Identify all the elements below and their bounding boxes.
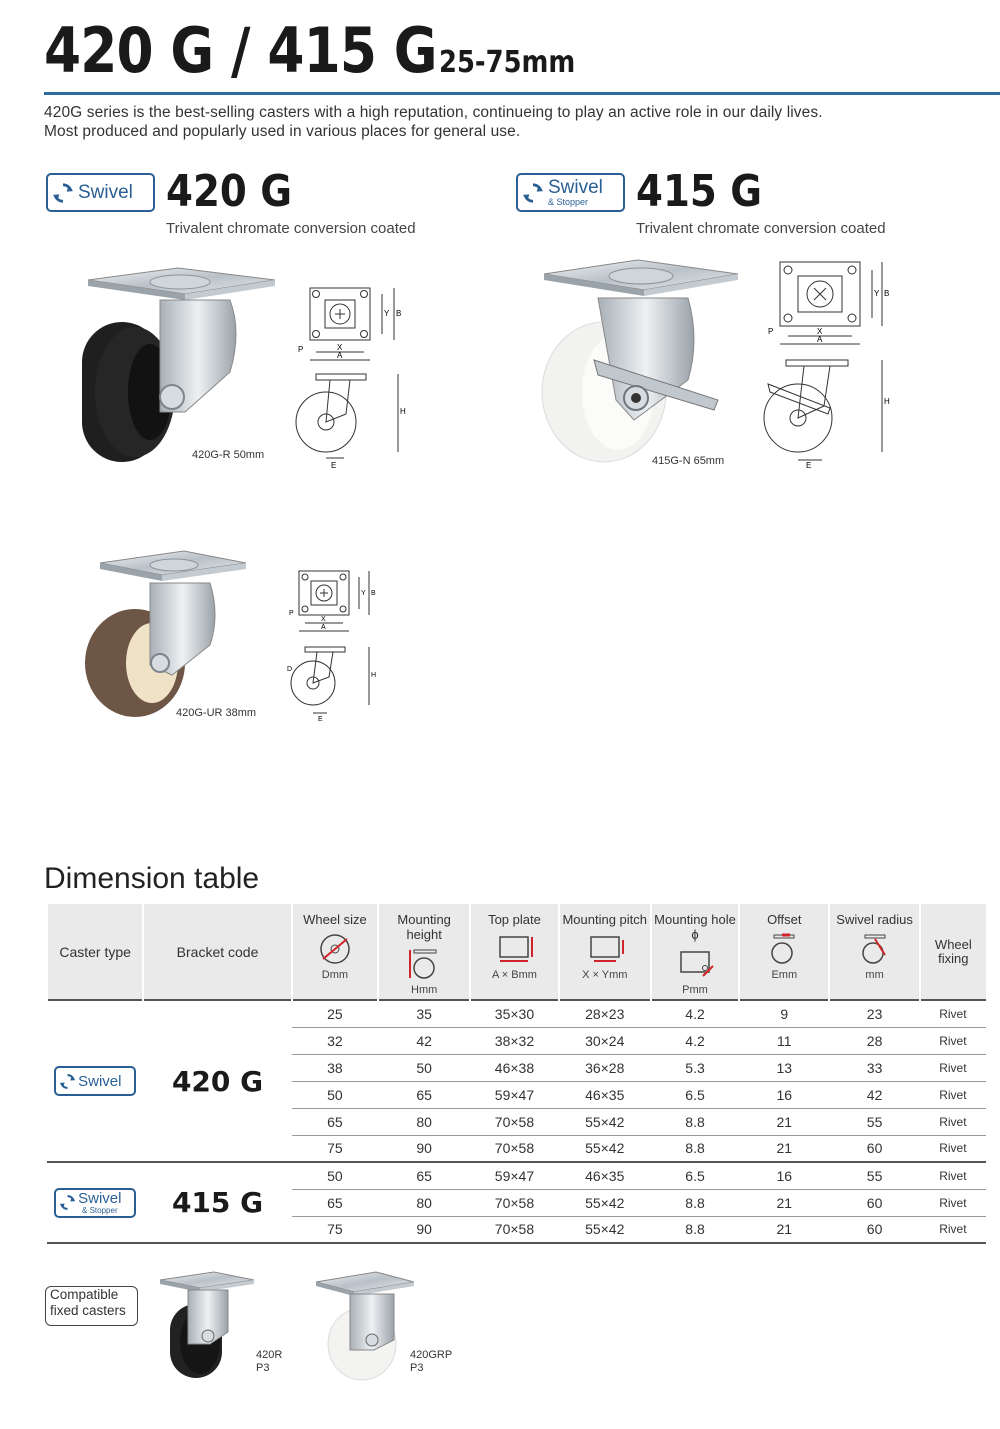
- cell-mounting-pitch: 55×42: [559, 1135, 651, 1162]
- swivel-badge: [54, 1066, 136, 1096]
- swivel-stopper-badge-415g: [516, 173, 625, 212]
- swivel-icon: [52, 182, 74, 204]
- cell-swivel-radius: 33: [829, 1054, 919, 1081]
- cell-wheel-size: 50: [292, 1081, 378, 1108]
- bracket-code-cell: 420 G: [143, 1000, 291, 1162]
- col-top-plate: [470, 904, 558, 1000]
- size-range: 25-75mm: [438, 45, 575, 80]
- label-H: H: [884, 397, 890, 406]
- col-mounting-pitch: [559, 904, 651, 1000]
- col-offset-label: Offset: [767, 912, 802, 927]
- cell-mounting-hole: 8.8: [651, 1108, 739, 1135]
- cell-swivel-radius: 23: [829, 1000, 919, 1027]
- label-B: B: [371, 590, 376, 597]
- intro-text: [44, 103, 984, 141]
- cell-mounting-height: 90: [378, 1216, 470, 1243]
- label-X: X: [321, 616, 326, 623]
- label-A: A: [817, 335, 823, 344]
- photo-caption: 420G-UR 38mm: [176, 707, 257, 719]
- label-B: B: [884, 289, 890, 298]
- compat-line-2: fixed casters: [50, 1303, 126, 1318]
- table-header-row: [47, 904, 986, 1000]
- label-P: P: [768, 327, 774, 336]
- label-E: E: [318, 716, 323, 723]
- cell-top-plate: 59×47: [470, 1081, 558, 1108]
- caster-photo-420g-r: [80, 262, 280, 472]
- cell-wheel-fixing: Rivet: [920, 1108, 986, 1135]
- cell-wheel-size: 75: [292, 1135, 378, 1162]
- cell-mounting-height: 65: [378, 1081, 470, 1108]
- technical-drawing-420g: [290, 282, 410, 472]
- dimension-table-title: Dimension table: [44, 862, 260, 895]
- cell-offset: 21: [739, 1216, 829, 1243]
- cell-wheel-fixing: Rivet: [920, 1162, 986, 1189]
- badge-label: Swivel: [78, 1189, 122, 1207]
- cell-swivel-radius: 60: [829, 1135, 919, 1162]
- cell-wheel-size: 25: [292, 1000, 378, 1027]
- cell-swivel-radius: 55: [829, 1162, 919, 1189]
- unit-xxy: X × Ymm: [582, 969, 628, 981]
- cell-mounting-pitch: 55×42: [559, 1216, 651, 1243]
- top-plate-icon: [492, 933, 536, 965]
- col-wheel-size-label: Wheel size: [303, 912, 367, 927]
- cell-swivel-radius: 55: [829, 1108, 919, 1135]
- label-P: P: [289, 610, 294, 617]
- cell-mounting-height: 80: [378, 1189, 470, 1216]
- photo-caption: 420G-R 50mm: [192, 449, 265, 461]
- mounting-pitch-icon: [583, 933, 627, 965]
- cell-mounting-pitch: 30×24: [559, 1027, 651, 1054]
- intro-line-2: Most produced and popularly used in various places for general use.: [44, 123, 521, 140]
- col-bracket-code: Bracket code: [143, 904, 291, 1000]
- cell-mounting-hole: 5.3: [651, 1054, 739, 1081]
- cell-wheel-fixing: Rivet: [920, 1081, 986, 1108]
- label-X: X: [337, 343, 343, 352]
- title-text: 420 G / 415 G: [44, 14, 437, 87]
- cell-offset: 21: [739, 1135, 829, 1162]
- cell-mounting-pitch: 55×42: [559, 1189, 651, 1216]
- cell-mounting-hole: 6.5: [651, 1162, 739, 1189]
- cell-mounting-hole: 8.8: [651, 1216, 739, 1243]
- unit-p: Pmm: [682, 984, 708, 996]
- label-E: E: [806, 461, 812, 470]
- cell-swivel-radius: 42: [829, 1081, 919, 1108]
- label-Y: Y: [361, 590, 366, 597]
- cell-mounting-hole: 6.5: [651, 1081, 739, 1108]
- col-wheel-size: [292, 904, 378, 1000]
- badge-sublabel: & Stopper: [548, 197, 589, 207]
- badge-sublabel: & Stopper: [82, 1205, 118, 1215]
- cell-mounting-height: 42: [378, 1027, 470, 1054]
- cell-top-plate: 70×58: [470, 1135, 558, 1162]
- cell-offset: 9: [739, 1000, 829, 1027]
- cell-swivel-radius: 60: [829, 1189, 919, 1216]
- cell-top-plate: 38×32: [470, 1027, 558, 1054]
- cell-top-plate: 70×58: [470, 1189, 558, 1216]
- cell-top-plate: 70×58: [470, 1216, 558, 1243]
- swivel-icon: [59, 1073, 76, 1090]
- cell-mounting-pitch: 46×35: [559, 1081, 651, 1108]
- col-mounting-hole-label: Mounting hole ϕ: [654, 912, 736, 942]
- cell-mounting-height: 50: [378, 1054, 470, 1081]
- cell-wheel-size: 65: [292, 1189, 378, 1216]
- cell-offset: 16: [739, 1162, 829, 1189]
- unit-e: Emm: [771, 969, 798, 981]
- cell-mounting-hole: 8.8: [651, 1189, 739, 1216]
- bracket-code-cell: 415 G: [143, 1162, 291, 1243]
- cell-mounting-pitch: 55×42: [559, 1108, 651, 1135]
- col-offset: [739, 904, 829, 1000]
- label-H: H: [400, 407, 406, 416]
- wheel-size-icon: [317, 933, 353, 965]
- col-top-plate-label: Top plate: [488, 912, 541, 927]
- label-A: A: [321, 624, 326, 631]
- model-title-420g: 420 G: [166, 166, 293, 217]
- cell-mounting-height: 90: [378, 1135, 470, 1162]
- cell-mounting-hole: 4.2: [651, 1027, 739, 1054]
- unit-axb: A × Bmm: [491, 969, 537, 981]
- compat-line-1: Compatible: [50, 1287, 119, 1302]
- technical-drawing-420g-small: [285, 565, 385, 725]
- cell-wheel-size: 38: [292, 1054, 378, 1081]
- cell-mounting-height: 35: [378, 1000, 470, 1027]
- cell-mounting-pitch: 46×35: [559, 1162, 651, 1189]
- technical-drawing-415g: [760, 256, 890, 472]
- mounting-height-icon: [404, 948, 444, 980]
- photo-caption: 415G-N 65mm: [652, 455, 725, 467]
- offset-icon: [766, 933, 802, 965]
- label-Y: Y: [874, 289, 880, 298]
- compat-sub: P3: [256, 1362, 270, 1374]
- table-row: [47, 1162, 986, 1189]
- col-swivel-radius-label: Swivel radius: [836, 912, 913, 927]
- col-wheel-fixing: Wheel fixing: [920, 904, 986, 1000]
- coating-415g: Trivalent chromate conversion coated: [636, 220, 886, 237]
- compat-code: 420GRP: [410, 1349, 453, 1361]
- cell-wheel-size: 50: [292, 1162, 378, 1189]
- caster-type-cell: [47, 1000, 143, 1162]
- badge-label: Swivel: [548, 177, 603, 198]
- unit-mm: mm: [865, 969, 884, 981]
- cell-wheel-fixing: Rivet: [920, 1135, 986, 1162]
- badge-label: Swivel: [78, 182, 133, 203]
- swivel-icon: [522, 182, 544, 204]
- caster-photo-415g-n: [538, 250, 748, 470]
- label-E: E: [331, 461, 337, 470]
- cell-top-plate: 35×30: [470, 1000, 558, 1027]
- compat-sub: P3: [410, 1362, 424, 1374]
- cell-wheel-size: 32: [292, 1027, 378, 1054]
- cell-offset: 21: [739, 1189, 829, 1216]
- cell-offset: 16: [739, 1081, 829, 1108]
- cell-wheel-fixing: Rivet: [920, 1054, 986, 1081]
- mounting-hole-icon: [673, 948, 717, 980]
- cell-mounting-hole: 4.2: [651, 1000, 739, 1027]
- label-D: D: [287, 666, 293, 673]
- label-Y: Y: [384, 309, 390, 318]
- col-mounting-height-label: Mounting height: [397, 912, 451, 942]
- col-mounting-height: [378, 904, 470, 1000]
- coating-420g: Trivalent chromate conversion coated: [166, 220, 416, 237]
- cell-mounting-height: 80: [378, 1108, 470, 1135]
- label-X: X: [817, 327, 823, 336]
- label-H: H: [371, 672, 377, 679]
- col-mounting-hole: [651, 904, 739, 1000]
- model-title-415g: 415 G: [636, 166, 763, 217]
- cell-mounting-pitch: 36×28: [559, 1054, 651, 1081]
- col-swivel-radius: [829, 904, 919, 1000]
- cell-wheel-fixing: Rivet: [920, 1189, 986, 1216]
- cell-wheel-fixing: Rivet: [920, 1000, 986, 1027]
- swivel-badge-420g: [46, 173, 155, 212]
- cell-top-plate: 70×58: [470, 1108, 558, 1135]
- page-title: [44, 14, 597, 87]
- table-row: [47, 1000, 986, 1027]
- col-mounting-pitch-label: Mounting pitch: [562, 912, 648, 927]
- unit-h: Hmm: [411, 984, 438, 996]
- cell-offset: 13: [739, 1054, 829, 1081]
- swivel-icon: [59, 1194, 76, 1211]
- label-A: A: [337, 351, 343, 360]
- unit-d: Dmm: [321, 969, 349, 981]
- cell-wheel-size: 75: [292, 1216, 378, 1243]
- caster-type-cell: [47, 1162, 143, 1243]
- cell-offset: 21: [739, 1108, 829, 1135]
- label-B: B: [396, 309, 402, 318]
- intro-line-1: 420G series is the best-selling casters with a high reputation, continueing to play an active role in our daily lives.: [44, 104, 823, 121]
- cell-mounting-hole: 8.8: [651, 1135, 739, 1162]
- cell-mounting-height: 65: [378, 1162, 470, 1189]
- cell-wheel-size: 65: [292, 1108, 378, 1135]
- cell-mounting-pitch: 28×23: [559, 1000, 651, 1027]
- cell-top-plate: 59×47: [470, 1162, 558, 1189]
- swivel-radius-icon: [857, 933, 893, 965]
- badge-label: Swivel: [78, 1072, 122, 1090]
- cell-offset: 11: [739, 1027, 829, 1054]
- label-P: P: [298, 345, 304, 354]
- fixed-caster-420r: [158, 1270, 298, 1382]
- col-caster-type: Caster type: [47, 904, 143, 1000]
- dimension-table: [46, 904, 986, 1244]
- caster-photo-420g-ur: [80, 545, 280, 725]
- compat-code: 420R: [256, 1349, 283, 1361]
- swivel-stopper-badge: [54, 1188, 136, 1218]
- compatible-fixed-casters-label: [45, 1286, 138, 1326]
- cell-top-plate: 46×38: [470, 1054, 558, 1081]
- cell-swivel-radius: 60: [829, 1216, 919, 1243]
- fixed-caster-420grp: [310, 1270, 470, 1382]
- cell-wheel-fixing: Rivet: [920, 1216, 986, 1243]
- title-divider: [44, 92, 1000, 95]
- cell-swivel-radius: 28: [829, 1027, 919, 1054]
- cell-wheel-fixing: Rivet: [920, 1027, 986, 1054]
